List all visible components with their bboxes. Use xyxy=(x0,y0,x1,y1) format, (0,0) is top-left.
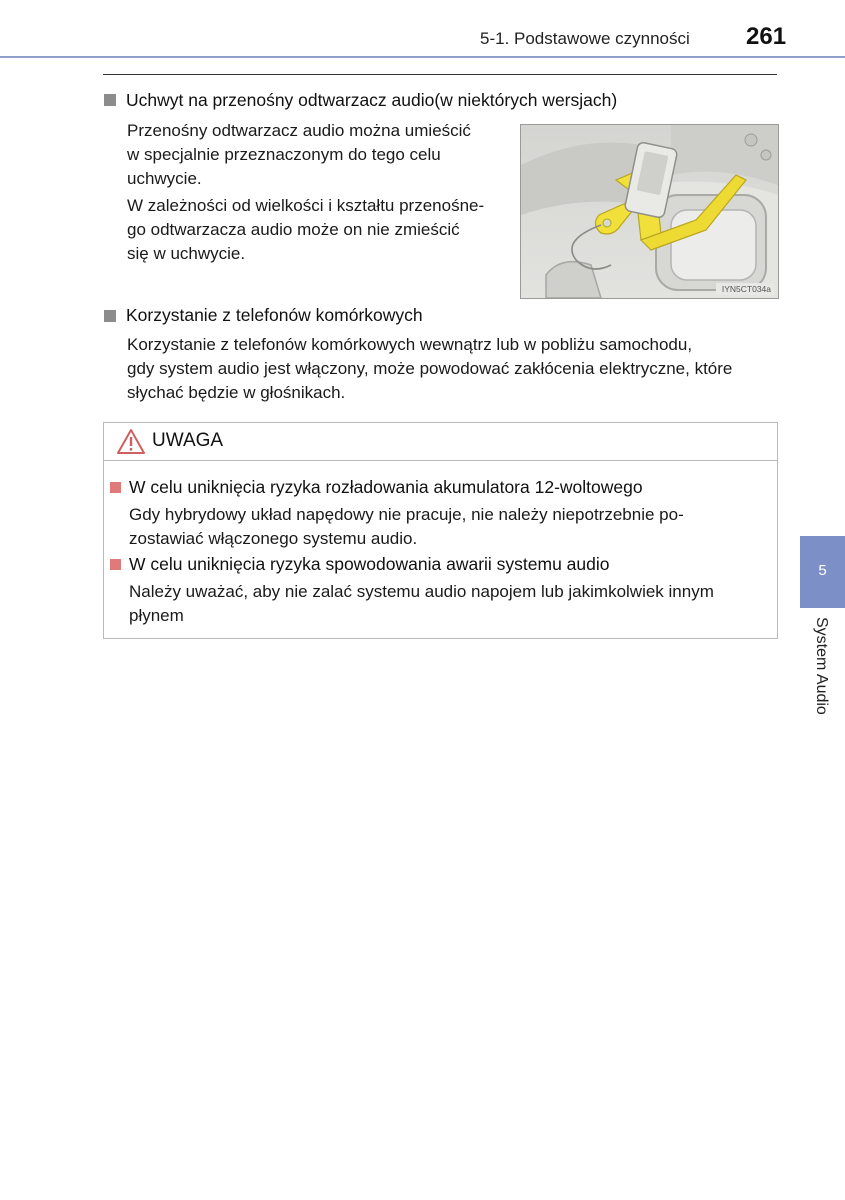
warning-box xyxy=(103,422,778,639)
chapter-tab-label: System Audio xyxy=(813,617,830,715)
section1-para1-line: w specjalnie przeznaczonym do tego celu xyxy=(127,145,441,164)
section1-para1-line: Przenośny odtwarzacz audio można umieścić xyxy=(127,121,471,140)
header-rule xyxy=(0,56,845,58)
page-number: 261 xyxy=(746,23,787,50)
section1-paragraph-2 xyxy=(127,194,497,266)
warning-item-2-line: Należy uważać, aby nie zalać systemu audio napojem lub jakimkolwiek innym xyxy=(129,582,714,601)
section2-heading: Korzystanie z telefonów komórkowych xyxy=(126,305,423,325)
section1-paragraph-1 xyxy=(127,119,497,191)
content-top-rule xyxy=(103,74,777,75)
section2-para-line: Korzystanie z telefonów komórkowych wewnątrz lub w pobliżu samochodu, xyxy=(127,335,693,354)
section1-heading: Uchwyt na przenośny odtwarzacz audio(w niektórych wersjach) xyxy=(126,90,618,110)
figure-code: IYN5CT034a xyxy=(721,284,771,294)
warning-item-1-text xyxy=(129,503,762,551)
header-section-title: 5-1. Podstawowe czynności xyxy=(480,29,690,48)
warning-item-1-square xyxy=(110,482,121,493)
section2-para-line: słychać będzie w głośnikach. xyxy=(127,383,346,402)
warning-item-1-title: W celu uniknięcia ryzyka rozładowania akumulatora 12-woltowego xyxy=(129,477,643,497)
section1-bullet-square xyxy=(104,94,116,106)
warning-item-2-text xyxy=(129,580,762,628)
warning-item-1-line: zostawiać włączonego systemu audio. xyxy=(129,529,418,548)
warning-item-1-line: Gdy hybrydowy układ napędowy nie pracuje, nie należy niepotrzebnie po- xyxy=(129,505,684,524)
chapter-tab xyxy=(800,536,845,608)
section1-para1-line: uchwycie. xyxy=(127,169,202,188)
section1-para2-line: go odtwarzacza audio może on nie zmieścić xyxy=(127,220,460,239)
chapter-tab-number: 5 xyxy=(818,562,827,579)
warning-item-2-title: W celu uniknięcia ryzyka spowodowania awarii systemu audio xyxy=(129,554,610,574)
section1-para2-line: W zależności od wielkości i kształtu przenośne- xyxy=(127,196,485,215)
warning-label: UWAGA xyxy=(152,430,224,451)
warning-header xyxy=(104,423,777,461)
section2-bullet-square xyxy=(104,310,116,322)
section2-paragraph xyxy=(127,333,776,405)
section1-para2-line: się w uchwycie. xyxy=(127,244,246,263)
section2-para-line: gdy system audio jest włączony, może powodować zakłócenia elektryczne, które xyxy=(127,359,733,378)
warning-item-2-square xyxy=(110,559,121,570)
warning-triangle-icon xyxy=(116,428,146,455)
warning-item-2-line: płynem xyxy=(129,606,184,625)
audio-holder-illustration xyxy=(520,124,779,299)
